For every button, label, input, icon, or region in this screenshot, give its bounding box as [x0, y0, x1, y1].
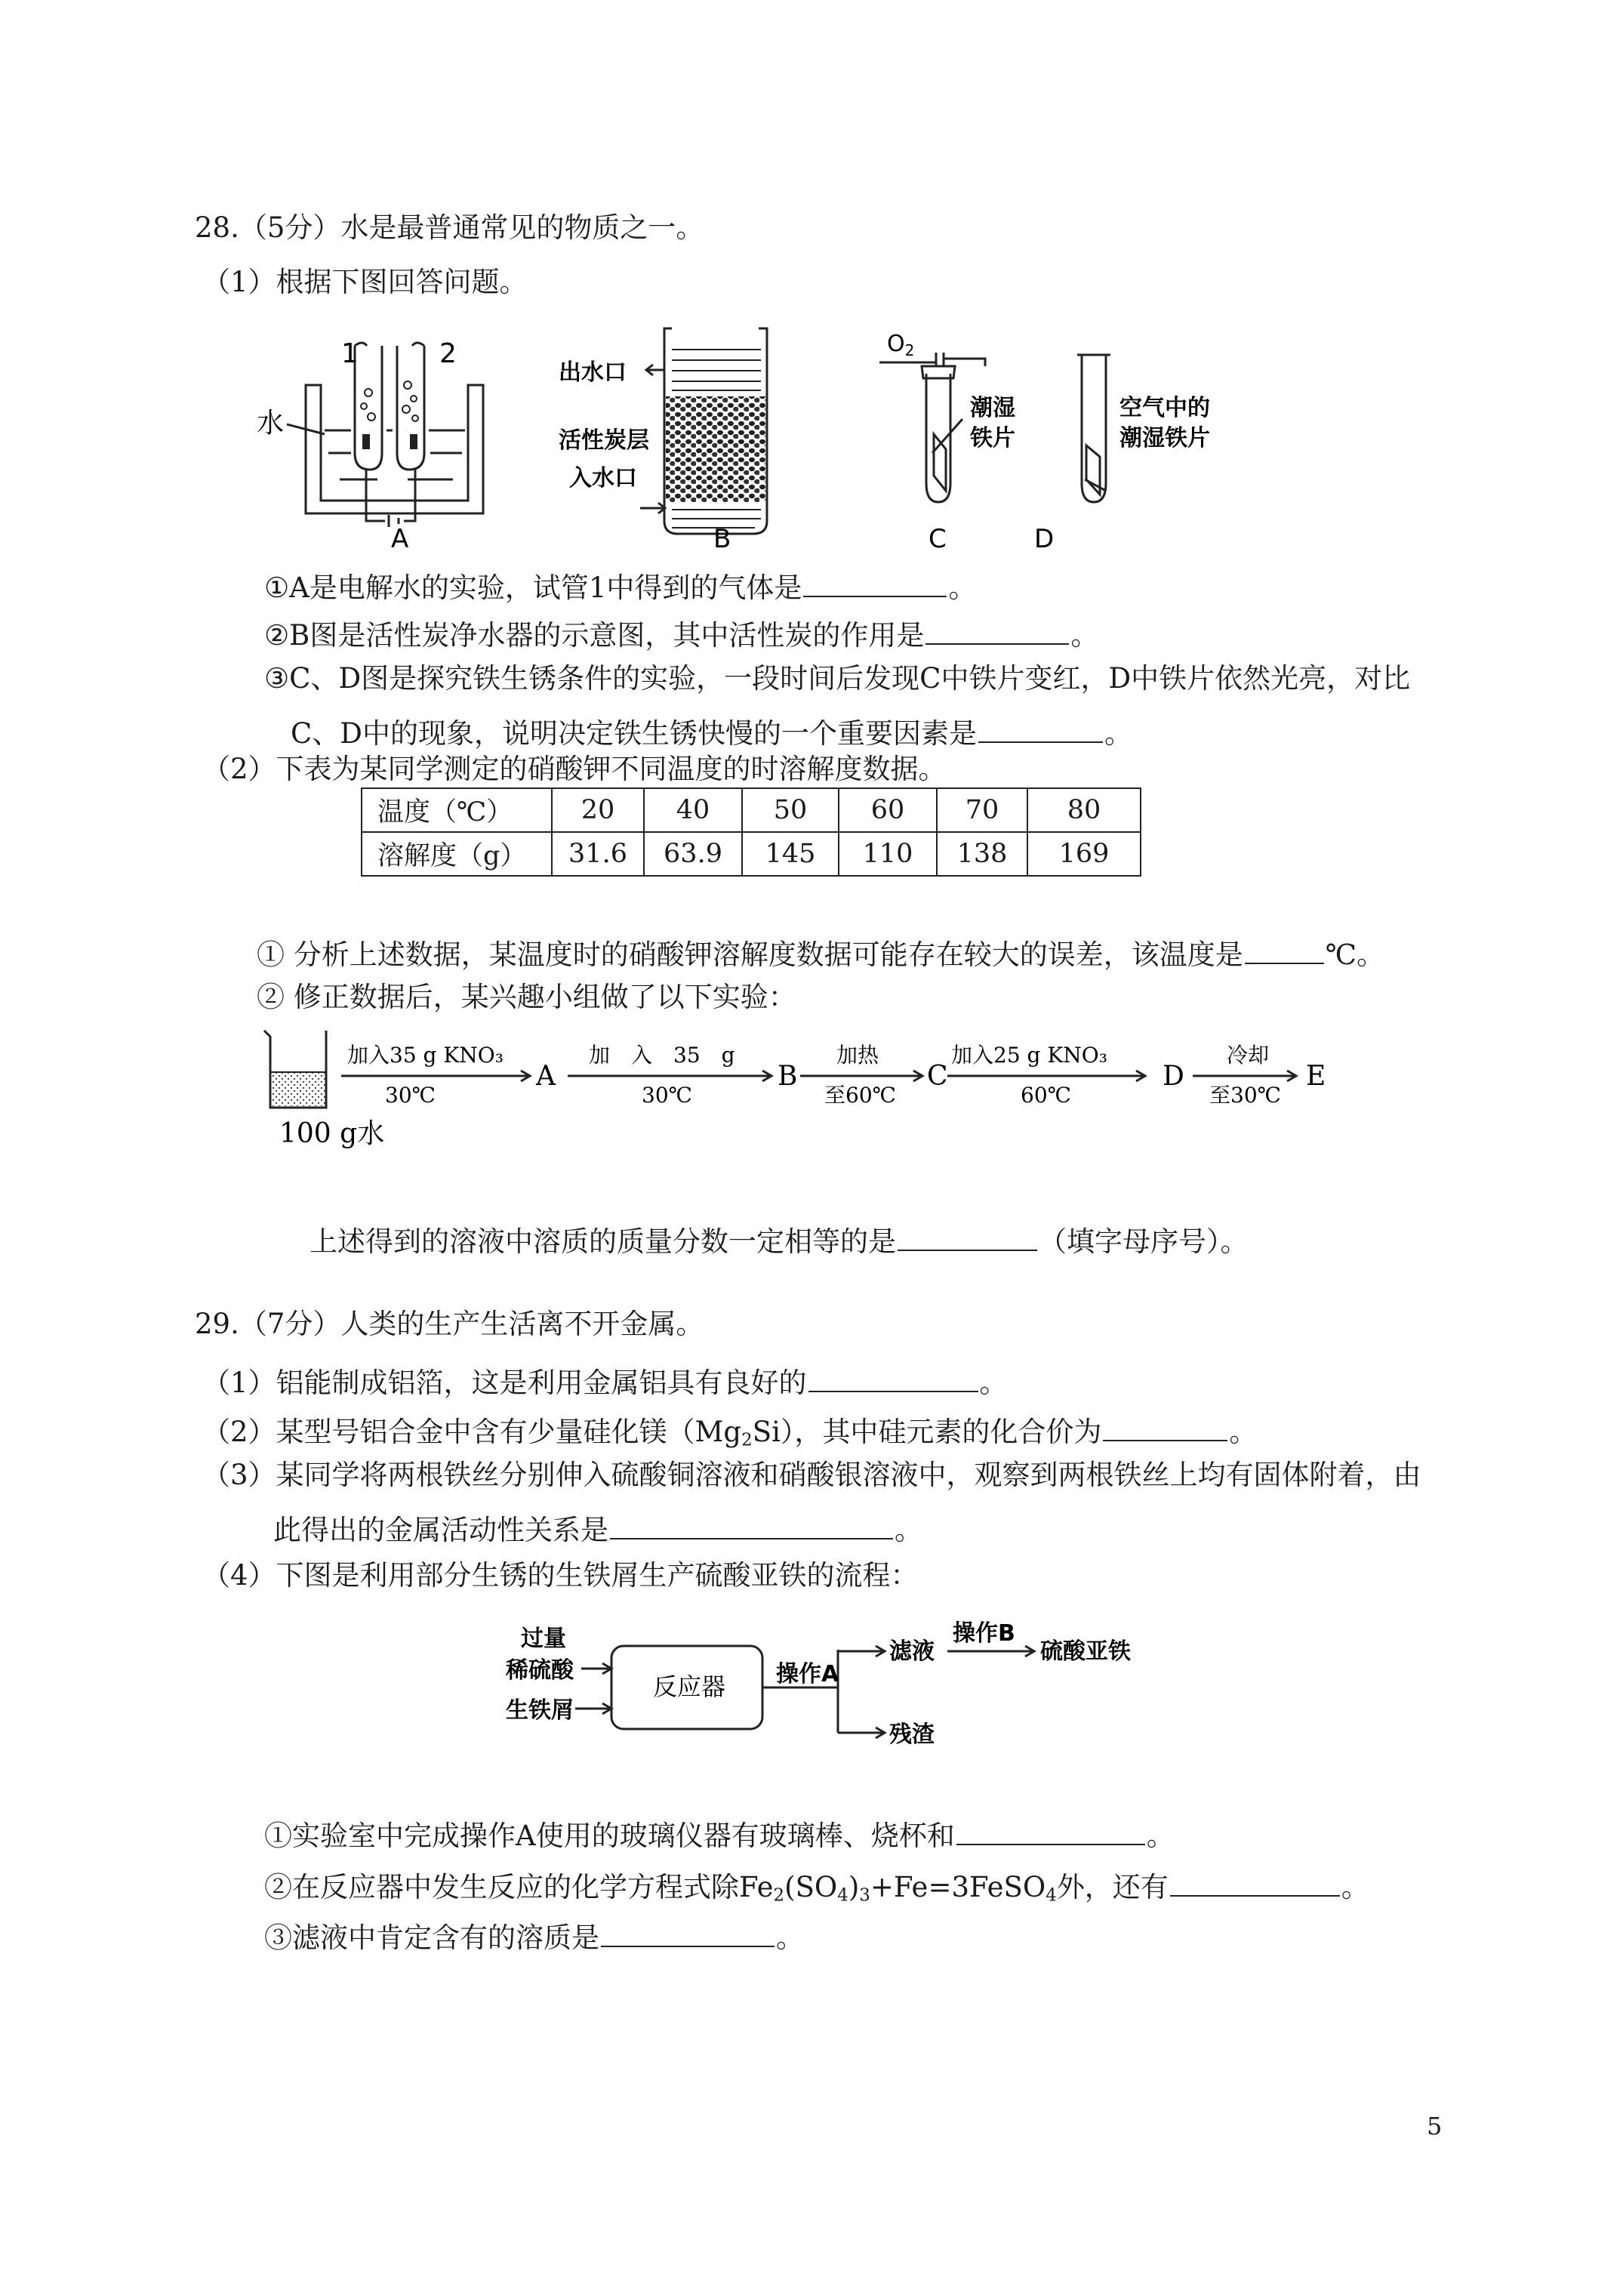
q29-part1: （1）铝能制成铝箔，这是利用金属铝具有良好的 。	[202, 1363, 1008, 1397]
table-cell: 80	[1027, 788, 1141, 832]
figure-c-label: C	[929, 524, 947, 554]
answer-blank[interactable]	[601, 1918, 775, 1947]
q29-sub1: ①实验室中完成操作A使用的玻璃仪器有玻璃棒、烧杯和 。	[264, 1816, 1175, 1850]
step4-label: 加入25 g KNO₃	[951, 1043, 1107, 1068]
q29-sub2: ②在反应器中发生反应的化学方程式除$Fe_2(SO_4)_3+Fe=3FeSO_4$外，还有 。	[264, 1867, 1369, 1905]
solution-a: A	[536, 1061, 556, 1092]
q29-part3-line2: 此得出的金属活动性关系是 。	[273, 1510, 922, 1544]
air-moist-iron-label-1: 空气中的	[1119, 395, 1210, 421]
solution-e: E	[1306, 1061, 1326, 1092]
table-header-cell: 溶解度（g）	[362, 832, 552, 876]
step2-temp: 30℃	[642, 1083, 692, 1108]
step2-label: 加 入 35 g	[589, 1043, 735, 1068]
table-cell: 145	[742, 832, 839, 876]
table-row	[362, 832, 1141, 876]
answer-blank[interactable]	[925, 615, 1069, 645]
o2-label: $O_2$	[887, 331, 915, 359]
step5-label: 冷却	[1227, 1043, 1270, 1068]
ferrous-sulfate-label: 硫酸亚铁	[1040, 1638, 1131, 1665]
inlet-label: 入水口	[569, 465, 637, 492]
q28-sub3-line1: ③C、D图是探究铁生锈条件的实验，一段时间后发现C中铁片变红，D中铁片依然光亮，对比	[264, 662, 1411, 695]
figure-b-label: B	[713, 524, 731, 554]
table-cell: 138	[937, 832, 1027, 876]
tube-2-label: 2	[439, 338, 457, 369]
figure-cd-rusting	[879, 321, 1210, 555]
q28-sub1: ①A是电解水的实验，试管1中得到的气体是 。	[264, 568, 976, 602]
step1-label: 加入35 g KNO₃	[347, 1043, 504, 1068]
step1-temp: 30℃	[385, 1083, 436, 1108]
solution-d: D	[1163, 1061, 1184, 1092]
q28-analysis-1: ① 分析上述数据，某温度时的硝酸钾溶解度数据可能存在较大的误差，该温度是 ℃。	[257, 935, 1384, 969]
table-cell: 60	[839, 788, 937, 832]
excess-label: 过量	[521, 1626, 566, 1652]
answer-blank[interactable]	[1245, 935, 1324, 964]
table-cell: 20	[552, 788, 644, 832]
figure-a-electrolysis	[257, 338, 506, 554]
step3-label: 加热	[836, 1043, 879, 1068]
table-cell: 50	[742, 788, 839, 832]
q29-heading: 29.（7分）人类的生产生活离不开金属。	[195, 1308, 704, 1340]
q29-part3-line1: （3）某同学将两根铁丝分别伸入硫酸铜溶液和硝酸银溶液中，观察到两根铁丝上均有固体附着，由	[202, 1459, 1421, 1491]
table-cell: 70	[937, 788, 1027, 832]
answer-blank[interactable]	[1103, 1412, 1227, 1441]
iron-scrap-label: 生铁屑	[506, 1697, 574, 1724]
table-cell: 63.9	[644, 832, 742, 876]
reactor-label: 反应器	[653, 1672, 726, 1701]
solubility-table	[361, 787, 1141, 877]
answer-blank[interactable]	[956, 1816, 1145, 1845]
q29-part2: （2）某型号铝合金中含有少量硅化镁$(Mg_2Si)$，其中硅元素的化合价为 。	[202, 1412, 1257, 1450]
moist-iron-label-2: 铁片	[970, 425, 1015, 451]
solution-c: C	[927, 1061, 948, 1092]
operation-b-label: 操作B	[953, 1620, 1015, 1647]
carbon-layer-label: 活性炭层	[559, 427, 649, 454]
q29-part4: （4）下图是利用部分生锈的生铁屑生产硫酸亚铁的流程：	[202, 1559, 919, 1592]
operation-a-label: 操作A	[776, 1661, 839, 1687]
tube-1-label: 1	[341, 338, 359, 369]
answer-blank[interactable]	[1170, 1867, 1340, 1897]
residue-label: 残渣	[889, 1721, 935, 1748]
outlet-label: 出水口	[559, 359, 627, 386]
table-cell: 110	[839, 832, 937, 876]
table-header-cell: 温度（℃）	[362, 788, 552, 832]
answer-blank[interactable]	[610, 1510, 893, 1539]
beaker-icon	[264, 1031, 327, 1108]
table-cell: 31.6	[552, 832, 644, 876]
air-moist-iron-label-2: 潮湿铁片	[1119, 425, 1210, 451]
q29-sub3: ③滤液中肯定含有的溶质是 。	[264, 1918, 804, 1952]
moist-iron-label-1: 潮湿	[970, 395, 1015, 421]
step3-temp: 至60℃	[824, 1083, 896, 1108]
answer-blank[interactable]	[803, 568, 947, 597]
dilute-acid-label: 稀硫酸	[506, 1657, 574, 1684]
q28-analysis-2-question: 上述得到的溶液中溶质的质量分数一定相等的是 （填字母序号）。	[310, 1222, 1249, 1256]
table-cell: 40	[644, 788, 742, 832]
kno3-experiment-flow	[257, 1023, 1351, 1174]
table-cell: 169	[1027, 832, 1141, 876]
figure-d-label: D	[1034, 524, 1055, 554]
step5-temp: 至30℃	[1209, 1083, 1281, 1108]
q28-heading: 28.（5分）水是最普通常见的物质之一。	[195, 211, 704, 244]
answer-blank[interactable]	[808, 1363, 978, 1392]
filtrate-label: 滤液	[889, 1638, 935, 1665]
ferrous-sulfate-flow	[491, 1612, 1170, 1771]
q28-sub3-line2: C、D中的现象，说明决定铁生锈快慢的一个重要因素是 。	[291, 713, 1132, 747]
water-100g-label: 100 g水	[279, 1118, 385, 1149]
figure-b-purifier	[559, 321, 785, 554]
answer-blank[interactable]	[978, 713, 1103, 743]
q28-sub2: ②B图是活性炭净水器的示意图，其中活性炭的作用是 。	[264, 615, 1098, 649]
water-label: 水	[257, 408, 285, 439]
q28-part2: （2）下表为某同学测定的硝酸钾不同温度的时溶解度数据。	[202, 753, 947, 785]
answer-blank[interactable]	[898, 1222, 1037, 1251]
figure-a-label: A	[391, 524, 409, 554]
table-row	[362, 788, 1141, 832]
step4-temp: 60℃	[1021, 1083, 1071, 1108]
q28-part1: （1）根据下图回答问题。	[202, 266, 528, 298]
solution-b: B	[778, 1061, 798, 1092]
q28-analysis-2: ② 修正数据后，某兴趣小组做了以下实验：	[257, 981, 796, 1013]
page-number: 5	[1427, 2112, 1443, 2140]
